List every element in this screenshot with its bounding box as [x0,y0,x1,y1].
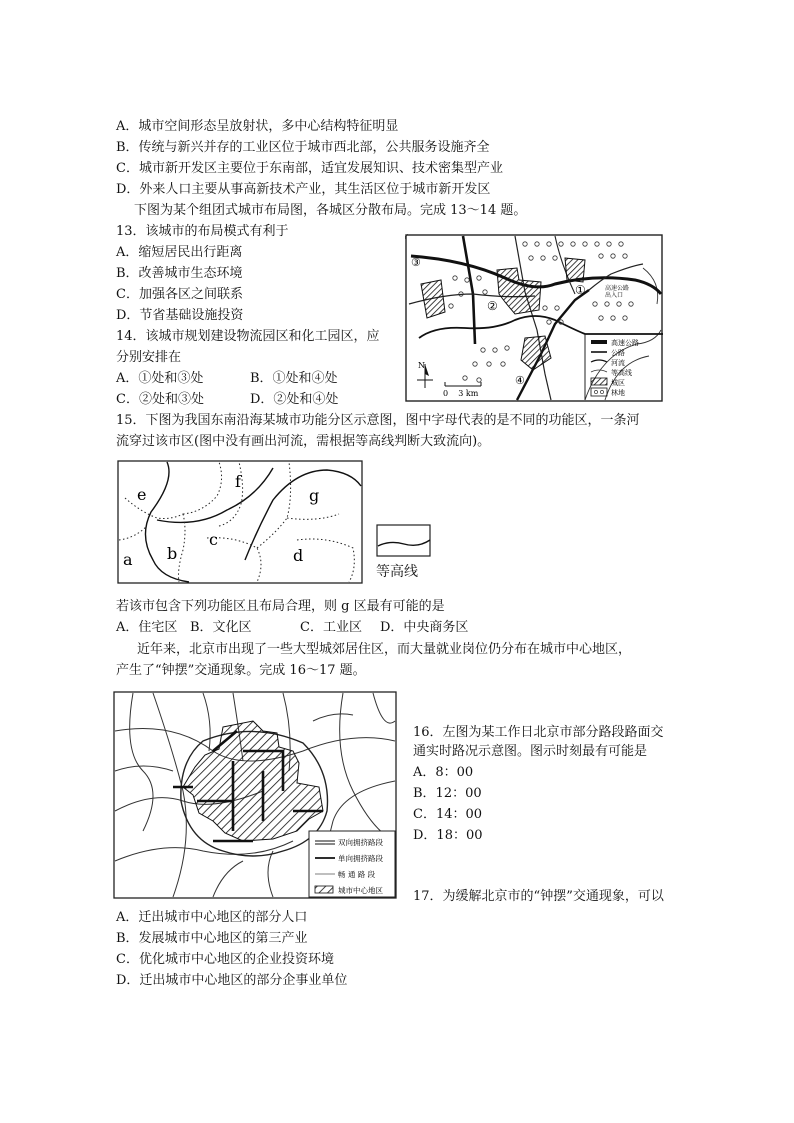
zone-4-label: ④ [515,374,525,387]
zone-letter-b: b [167,544,178,563]
q12-option-d: D．外来人口主要从事高新技术产业，其生活区位于城市新开发区 [116,182,491,197]
intro-13-14: 下图为某个组团式城市布局图，各城区分散布局。完成 13～14 题。 [134,203,527,218]
q15-option-a: A．住宅区 [116,620,178,635]
q13-option-b: B．改善城市生态环境 [116,266,243,281]
north-label: N [418,361,425,370]
q14-option-d: D．②处和④处 [250,392,339,407]
intro-16-17-line2: 产生了“钟摆”交通现象。完成 16～17 题。 [116,663,366,678]
legend-clear-road: 畅 通 路 段 [338,870,376,879]
q13-option-d: D．节省基础设施投资 [116,308,244,323]
legend-one-way-congested: 单向拥挤路段 [338,854,383,863]
contour-legend-box [376,524,432,558]
q13-stem: 13．该城市的布局模式有利于 [116,224,289,239]
q14-option-b: B．①处和④处 [250,371,338,386]
highway-exit-label-1: 高速公路 [605,285,630,292]
q14-option-c: C．②处和③处 [116,392,204,407]
zone-letter-f: f [235,472,241,491]
q15-stem-line2: 流穿过该市区(图中没有画出河流，需根据等高线判断大致流向)。 [116,434,491,449]
q12-option-c: C．城市新开发区主要位于东南部，适宜发展知识、技术密集型产业 [116,161,503,176]
q15-option-c: C．工业区 [300,620,362,635]
legend-two-way-congested: 双向拥挤路段 [338,838,383,847]
legend-city-center: 城市中心地区 [338,886,383,895]
highway-exit-label-2: 出入口 [605,292,624,299]
q16-option-d: D．18：00 [413,828,483,843]
intro-16-17-line1: 近年来，北京市出现了一些大型城郊居住区，而大量就业岗位仍分布在城市中心地区， [137,642,632,657]
legend-river: 河流 [611,359,625,367]
legend-forest: 林地 [611,389,625,397]
zone-letter-c: c [209,530,218,549]
q16-option-c: C．14：00 [413,807,483,822]
q15-stem-line1: 15．下图为我国东南沿海某城市功能分区示意图，图中字母代表的是不同的功能区，一条河 [116,413,640,428]
legend-contour: 等高线 [611,369,632,377]
q13-option-c: C．加强各区之间联系 [116,287,243,302]
zone-letter-e: e [137,485,147,504]
q17-option-d: D．迁出城市中心地区的部分企事业单位 [116,973,348,988]
zone-2-label: ② [487,299,498,313]
q16-stem-line2: 通实时路况示意图。图示时刻最有可能是 [413,744,648,759]
q17-option-c: C．优化城市中心地区的企业投资环境 [116,952,334,967]
q17-option-a: A．迁出城市中心地区的部分人口 [116,910,308,925]
functional-zones-map [117,460,363,584]
legend-road: 公路 [611,349,625,357]
legend-highway: 高速公路 [611,339,639,347]
q16-option-a: A．8：00 [413,765,474,780]
q12-option-a: A．城市空间形态呈放射状，多中心结构特征明显 [116,119,399,134]
zone-letter-a: a [123,550,133,569]
scale-label: 0 3 km [443,389,479,398]
q15-option-d: D．中央商务区 [380,620,469,635]
q14-stem-line2: 分别安排在 [116,350,182,365]
legend-urban: 城区 [611,379,625,387]
q16-option-b: B．12：00 [413,786,482,801]
q16-stem-line1: 16．左图为某工作日北京市部分路段路面交 [413,725,664,740]
q17-option-b: B．发展城市中心地区的第三产业 [116,931,308,946]
zone-letter-d: d [293,546,304,565]
q15-question: 若该市包含下列功能区且布局合理，则 g 区最有可能的是 [116,599,445,614]
zone-1-label: ① [575,283,586,297]
zone-letter-g: g [309,486,320,505]
contour-legend-label: 等高线 [376,564,418,580]
beijing-traffic-map [113,691,397,899]
clustered-city-map [405,234,663,402]
zone-3-label: ③ [411,256,421,269]
q15-option-b: B．文化区 [190,620,252,635]
q13-option-a: A．缩短居民出行距离 [116,245,243,260]
q17-stem: 17．为缓解北京市的“钟摆”交通现象，可以 [413,889,664,904]
q14-stem-line1: 14．该城市规划建设物流园区和化工园区，应 [116,329,380,344]
q12-option-b: B．传统与新兴并存的工业区位于城市西北部，公共服务设施齐全 [116,140,490,155]
q14-option-a: A．①处和③处 [116,371,204,386]
